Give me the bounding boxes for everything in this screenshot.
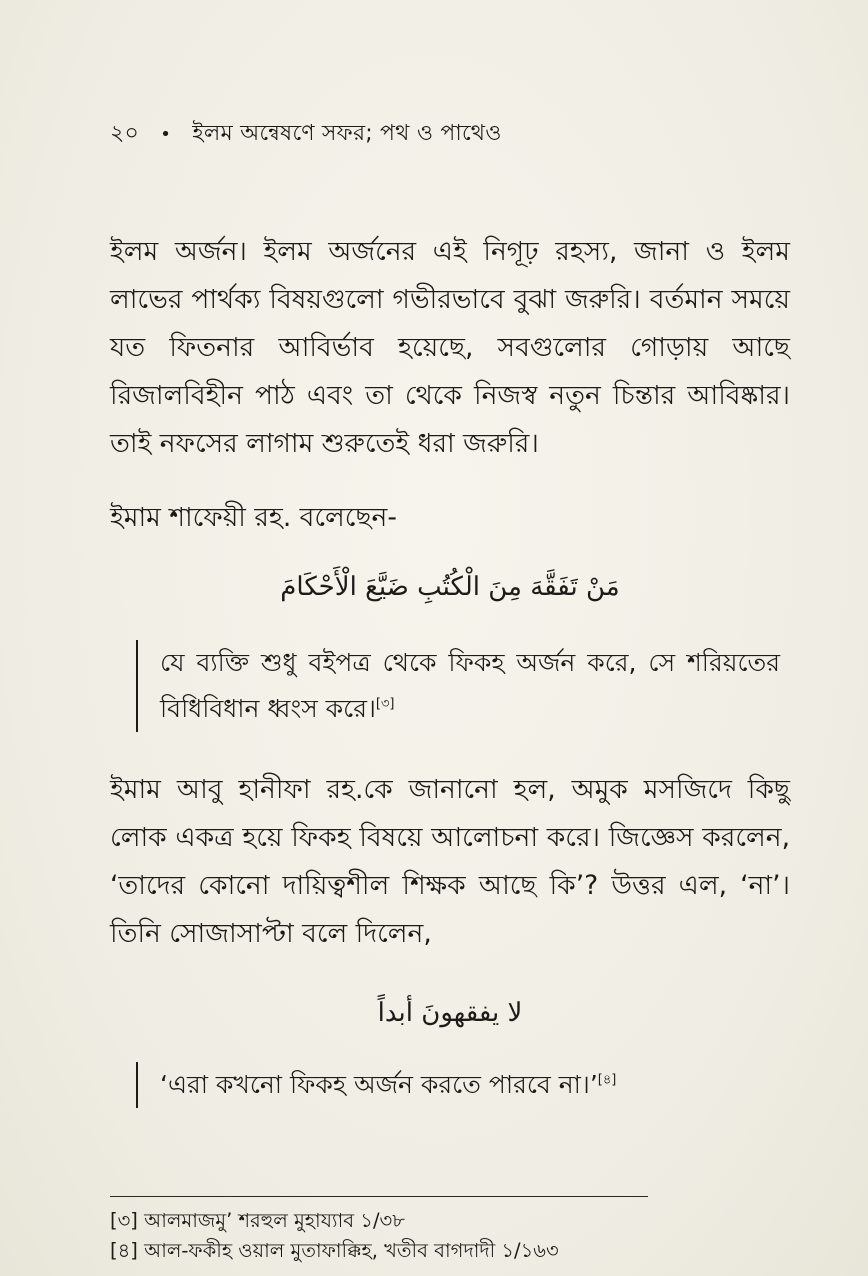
footnote-divider	[110, 1196, 648, 1197]
footnote-item: [৪] আল-ফকীহ ওয়াল মুতাফাক্কিহ, খতীব বাগদাদী ১/১৬৩	[110, 1239, 559, 1262]
translation-text: ‘এরা কখনো ফিকহ অর্জন করতে পারবে না।’	[160, 1070, 598, 1099]
footnote-ref: [৩]	[375, 696, 395, 712]
translation-quote-abu-hanifa	[136, 1062, 720, 1108]
footnotes	[110, 1206, 559, 1266]
running-header	[110, 116, 502, 153]
paragraph-ilm: ইলম অর্জন। ইলম অর্জনের এই নিগূঢ় রহস্য, জানা ও ইলম লাভের পার্থক্য বিষয়গুলো গভীরভাবে বুঝা জরুরি। বর্তমান সময়ে যত ফিতনার আবির্ভাব হয়েছে, সবগুলোর গোড়ায় আছে রিজালবিহীন পাঠ এবং তা থেকে নিজস্ব নতুন চিন্তার আবিষ্কার। তাই নফসের লাগাম শুরুতেই ধরা জরুরি।	[110, 236, 790, 459]
translation-text: যে ব্যক্তি শুধু বইপত্র থেকে ফিকহ অর্জন করে, সে শরিয়তের বিধিবিধান ধ্বংস করে।	[160, 648, 780, 723]
arabic-quote-abu-hanifa: لا يفقهونَ أبداً	[377, 998, 523, 1028]
footnote-ref: [৪]	[597, 1072, 617, 1088]
translation-quote-shafei	[136, 640, 780, 732]
paragraph-imam-shafei: ইমাম শাফেয়ী রহ. বলেছেন-	[110, 502, 397, 533]
header-bullet: •	[160, 124, 172, 145]
footnote-item: [৩] আলমাজমু’ শরহুল মুহায্যাব ১/৩৮	[110, 1209, 405, 1232]
book-title: ইলম অন্বেষণে সফর; পথ ও পাথেও	[192, 121, 502, 146]
page-number: ২০	[110, 121, 140, 146]
arabic-quote-shafei: مَنْ تَفَقَّهَ مِنَ الْكُتُبِ ضَيَّعَ الْأَحْكَامَ	[280, 572, 620, 602]
paragraph-abu-hanifa: ইমাম আবু হানীফা রহ.কে জানানো হল, অমুক মসজিদে কিছু লোক একত্র হয়ে ফিকহ বিষয়ে আলোচনা করে। জিজ্ঞেস করলেন, ‘তাদের কোনো দায়িত্বশীল শিক্ষক আছে কি’? উত্তর এল, ‘না’। তিনি সোজাসাপ্টা বলে দিলেন,	[110, 774, 790, 949]
